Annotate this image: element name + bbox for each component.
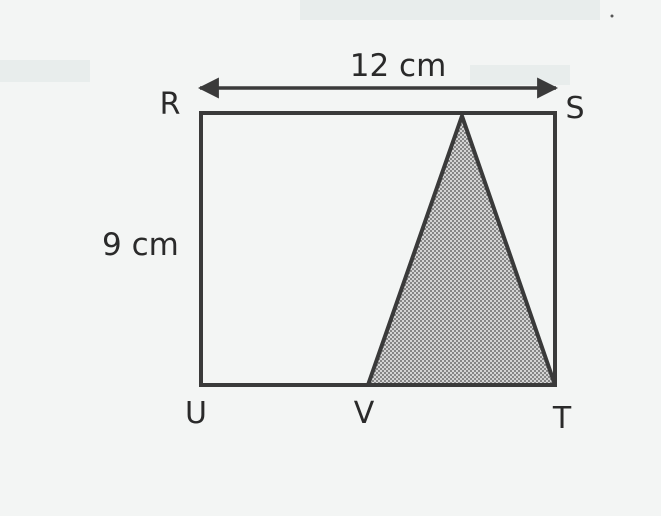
shaded-triangle bbox=[368, 116, 555, 385]
point-label-t: T bbox=[552, 401, 572, 436]
background-bleed bbox=[0, 0, 600, 85]
point-label-u: U bbox=[185, 396, 207, 431]
point-label-r: R bbox=[159, 87, 181, 122]
point-label-s: S bbox=[565, 91, 585, 126]
point-label-v: V bbox=[353, 396, 375, 431]
height-label: 9 cm bbox=[102, 227, 179, 263]
width-label: 12 cm bbox=[349, 48, 447, 84]
speck-mark bbox=[611, 15, 614, 18]
